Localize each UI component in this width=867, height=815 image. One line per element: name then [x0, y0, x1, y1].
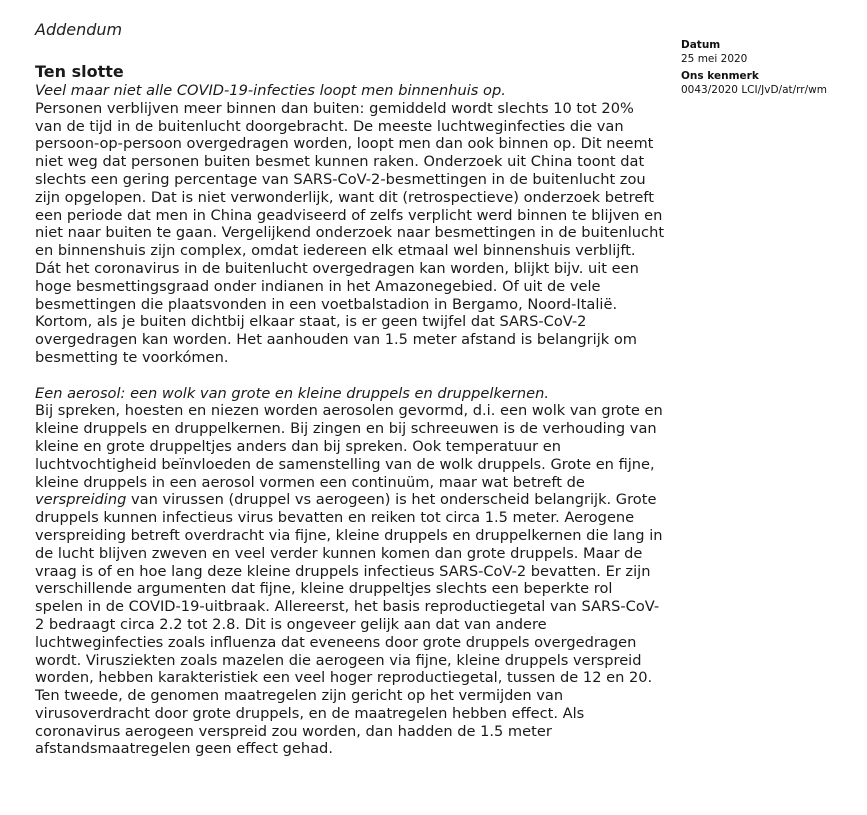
paragraph-spacer	[35, 367, 665, 385]
date-label: Datum	[681, 39, 721, 51]
reference-value: 0043/2020 LCI/JvD/at/rr/wm	[681, 83, 827, 96]
subheading-indoor-infections: Veel maar niet alle COVID-19-infecties loopt men binnenhuis op.	[35, 82, 506, 99]
paragraph-aerosol	[35, 402, 665, 758]
paragraph-aerosol-part-2: van virussen (druppel vs aerogeen) is het onderscheid belangrijk. Grote druppels kunnen infectieus virus bevatten en reiken tot circa 1.5 meter. Aerogene verspreiding betreft overdracht via fijne, kleine druppels en druppelkernen die lang in de lucht blijven zweven en veel verder kunnen komen dan grote druppels. Maar de vraag is of en hoe lang deze kleine druppels infectieus SARS-CoV-2 bevatten. Er zijn verschillende argumenten dat fijne, kleine druppeltjes slechts een beperkte rol spelen in de COVID-19-uitbraak. Allereerst, het basis reproductiegetal van SARS-CoV-2 bedraagt circa 2.2 tot 2.8. Dit is ongeveer gelijk aan dat van andere luchtweginfecties zoals influenza dat eveneens door grote druppels overgedragen wordt. Virusziekten zoals mazelen die aerogeen via fijne, kleine druppels verspreid worden, hebben karakteristiek een veel hoger reproductiegetal, tussen de 12 en 20. Ten tweede, de genomen maatregelen zijn gericht op het vermijden van virusoverdracht door grote druppels, en de maatregelen hebben effect. Als coronavirus aerogeen verspreid zou worden, dan hadden de 1.5 meter afstandsmaatregelen geen effect gehad.	[35, 491, 663, 758]
paragraph-aerosol-emphasis: verspreiding	[35, 491, 127, 509]
document-body	[35, 62, 665, 758]
section-title: Ten slotte	[35, 62, 124, 81]
date-value: 25 mei 2020	[681, 52, 748, 65]
reference-label: Ons kenmerk	[681, 70, 759, 82]
document-meta	[681, 39, 827, 101]
document-header: Addendum	[35, 20, 123, 39]
paragraph-indoor-infections: Personen verblijven meer binnen dan buiten: gemiddeld wordt slechts 10 tot 20% van de tijd in de buitenlucht doorgebracht. De meeste luchtweginfecties die van persoon-op-persoon overgedragen worden, loopt men dan ook binnen op. Dit neemt niet weg dat personen buiten besmet kunnen raken. Onderzoek uit China toont dat slechts een gering percentage van SARS-CoV-2-besmettingen in de buitenlucht zou zijn opgelopen. Dat is niet verwonderlijk, want dit (retrospectieve) onderzoek betreft een periode dat men in China geadviseerd of zelfs verplicht werd binnen te blijven en niet naar buiten te gaan. Vergelijkend onderzoek naar besmettingen in de buitenlucht en binnenshuis zijn complex, omdat iedereen elk etmaal wel binnenshuis verblijft. Dát het coronavirus in de buitenlucht overgedragen kan worden, blijkt bijv. uit een hoge besmettingsgraad onder indianen in het Amazonegebied. Of uit de vele besmettingen die plaatsvonden in een voetbalstadion in Bergamo, Noord-Italië. Kortom, als je buiten dichtbij elkaar staat, is er geen twijfel dat SARS-CoV-2 overgedragen kan worden. Het aanhouden van 1.5 meter afstand is belangrijk om besmetting te voorkómen.	[35, 99, 665, 366]
paragraph-aerosol-part-1: Bij spreken, hoesten en niezen worden aerosolen gevormd, d.i. een wolk van grote en kleine druppels en druppelkernen. Bij zingen en bij schreeuwen is de verhouding van kleine en grote druppeltjes anders dan bij spreken. Ook temperatuur en luchtvochtigheid beïnvloeden de samenstelling van de wolk druppels. Grote en fijne, kleine druppels in een aerosol vormen een continuüm, maar wat betreft de	[35, 402, 663, 491]
subheading-aerosol: Een aerosol: een wolk van grote en kleine druppels en druppelkernen.	[35, 384, 550, 402]
